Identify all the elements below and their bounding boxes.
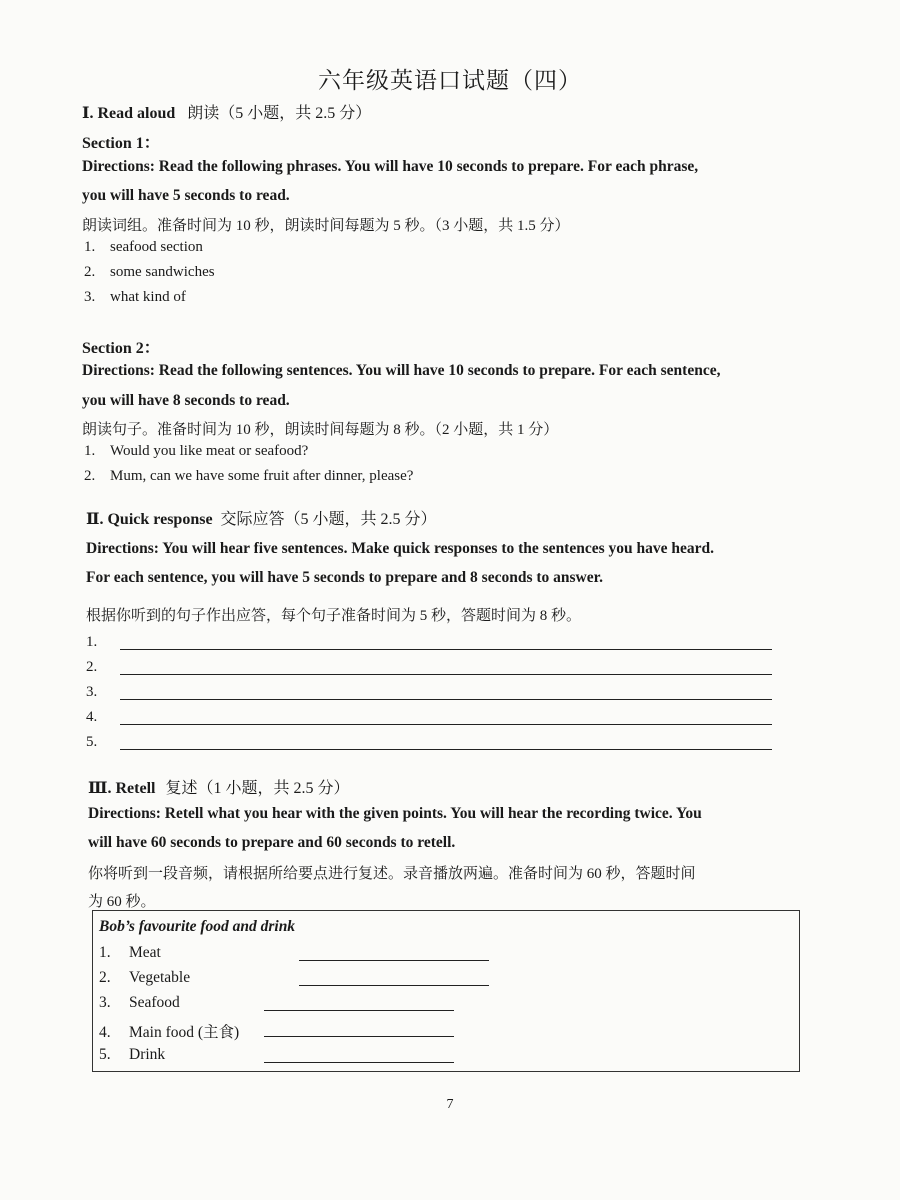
- section1-item: [84, 264, 215, 281]
- item-number: 3.: [99, 994, 111, 1011]
- answer-line[interactable]: [86, 684, 97, 701]
- item-label: Seafood: [129, 994, 180, 1011]
- section1-label: Section 1：: [82, 135, 160, 152]
- part3-directions-line2: will have 60 seconds to prepare and 60 seconds to retell.: [88, 834, 456, 851]
- box-title: Bob’s favourite food and drink: [99, 918, 296, 935]
- item-number: 5.: [99, 1046, 111, 1063]
- item-label: Drink: [129, 1046, 166, 1063]
- part2-heading: [86, 506, 437, 529]
- item-number: 3.: [84, 289, 96, 305]
- answer-rule: [120, 649, 772, 650]
- answer-line[interactable]: [86, 734, 97, 751]
- item-number: 1.: [84, 443, 96, 459]
- item-number: 1.: [99, 944, 111, 961]
- answer-rule: [120, 674, 772, 675]
- item-number: 2.: [84, 264, 96, 280]
- answer-rule: [120, 724, 772, 725]
- part2-directions-line2: For each sentence, you will have 5 seconds to prepare and 8 seconds to answer.: [86, 569, 603, 586]
- answer-line[interactable]: [86, 634, 97, 651]
- answer-line-number: 3.: [86, 684, 98, 700]
- answer-line-number: 2.: [86, 659, 98, 675]
- section1-item: [84, 289, 186, 306]
- part1-heading: [82, 100, 371, 123]
- item-label: Main food (主食): [129, 1024, 240, 1041]
- box-item-meat: [99, 944, 161, 962]
- part2-heading-en: Ⅱ. Quick response: [86, 511, 213, 528]
- page-number: 7: [446, 1097, 454, 1112]
- item-text: what kind of: [110, 289, 186, 305]
- section1-cn-directions: 朗读词组。准备时间为 10 秒，朗读时间每题为 5 秒。（3 小题，共 1.5 分）: [82, 218, 570, 234]
- box-item-main-food: [99, 1020, 239, 1042]
- vegetable-blank[interactable]: [299, 985, 489, 986]
- section2-item: [84, 468, 413, 485]
- item-text: Mum, can we have some fruit after dinner, please?: [110, 468, 414, 484]
- seafood-blank[interactable]: [264, 1010, 454, 1011]
- box-item-seafood: [99, 994, 180, 1012]
- part3-directions-line1: Directions: Retell what you hear with the given points. You will hear the recording twice. You: [88, 805, 702, 822]
- part2-heading-cn: 交际应答（5 小题，共 2.5 分）: [220, 511, 437, 528]
- section2-directions-line1: Directions: Read the following sentences. You will have 10 seconds to prepare. For each sentence,: [82, 362, 721, 379]
- answer-rule: [120, 749, 772, 750]
- section2-cn-directions: 朗读句子。准备时间为 10 秒，朗读时间每题为 8 秒。（2 小题，共 1 分）: [82, 422, 559, 438]
- answer-line[interactable]: [86, 659, 97, 676]
- section2-directions-line2: you will have 8 seconds to read.: [82, 392, 290, 409]
- item-number: 1.: [84, 239, 96, 255]
- drink-blank[interactable]: [264, 1062, 454, 1063]
- answer-line-number: 5.: [86, 734, 98, 750]
- item-text: some sandwiches: [110, 264, 215, 280]
- page-title: 六年级英语口试题（四）: [318, 68, 582, 93]
- part2-directions-line1: Directions: You will hear five sentences. Make quick responses to the sentences you have heard.: [86, 540, 715, 557]
- answer-line[interactable]: [86, 709, 97, 726]
- answer-rule: [120, 699, 772, 700]
- item-text: seafood section: [110, 239, 203, 255]
- box-item-vegetable: [99, 969, 190, 987]
- part3-cn-directions-line1: 你将听到一段音频，请根据所给要点进行复述。录音播放两遍。准备时间为 60 秒，答题时间: [88, 866, 696, 882]
- section1-directions-line1: Directions: Read the following phrases. You will have 10 seconds to prepare. For each phrase,: [82, 158, 699, 175]
- item-label: Vegetable: [129, 969, 191, 986]
- section1-directions-line2: you will have 5 seconds to read.: [82, 187, 290, 204]
- section1-item: [84, 239, 203, 256]
- answer-line-number: 4.: [86, 709, 98, 725]
- part3-heading: [88, 775, 349, 798]
- section2-label: Section 2：: [82, 340, 160, 357]
- box-item-drink: [99, 1046, 165, 1064]
- item-number: 2.: [99, 969, 111, 986]
- section2-item: [84, 443, 308, 460]
- answer-line-number: 1.: [86, 634, 98, 650]
- meat-blank[interactable]: [299, 960, 489, 961]
- retell-points-box: [92, 910, 800, 1072]
- part3-heading-en: Ⅲ. Retell: [88, 780, 156, 797]
- item-label: Meat: [129, 944, 161, 961]
- part3-heading-cn: 复述（1 小题，共 2.5 分）: [165, 780, 350, 797]
- part1-heading-cn: 朗读（5 小题，共 2.5 分）: [187, 105, 372, 122]
- item-number: 2.: [84, 468, 96, 484]
- part1-heading-en: Ⅰ. Read aloud: [82, 105, 176, 122]
- item-text: Would you like meat or seafood?: [110, 443, 309, 459]
- part2-cn-directions: 根据你听到的句子作出应答，每个句子准备时间为 5 秒，答题时间为 8 秒。: [86, 608, 582, 624]
- part3-cn-directions-line2: 为 60 秒。: [88, 894, 156, 910]
- item-number: 4.: [99, 1024, 111, 1041]
- main-food-blank[interactable]: [264, 1036, 454, 1037]
